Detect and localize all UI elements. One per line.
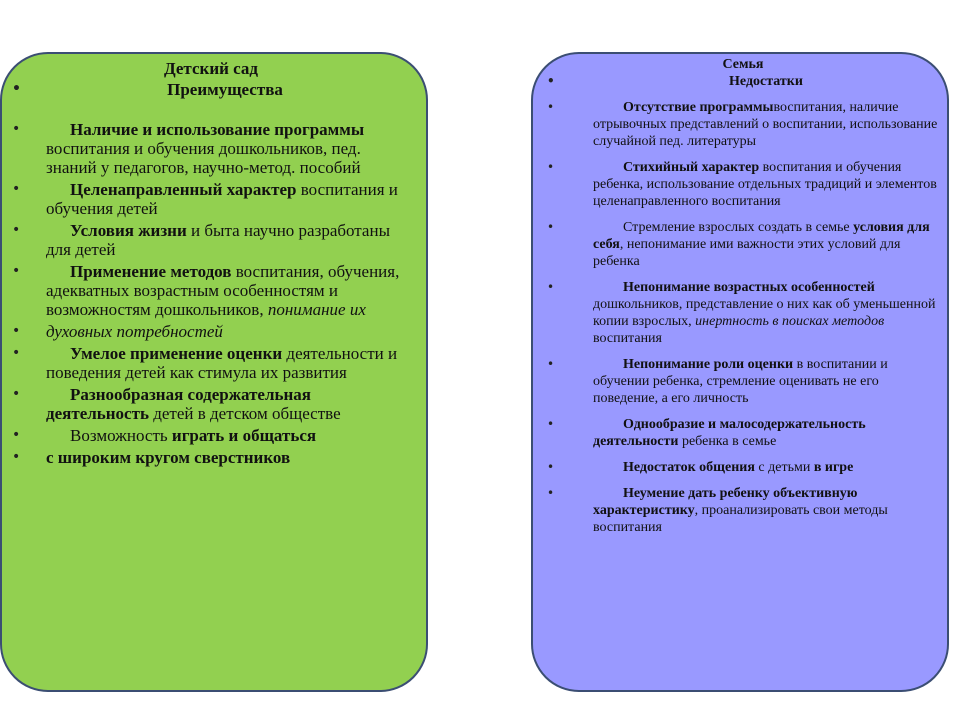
list-item: • Непонимание возрастных особенностей дошкольников, представление о них как об уменьшенной копии взрослых, инертность в поисках методов воспитания <box>547 279 939 347</box>
family-panel <box>531 52 949 692</box>
kindergarten-subtitle: • Преимущества <box>12 80 404 99</box>
list-item: • Применение методов воспитания, обучения, адекватных возрастным особенностям и возможностям дошкольников, понимание их <box>12 262 404 319</box>
family-title: Семья <box>722 57 764 72</box>
list-item: • Целенаправленный характер воспитания и обучения детей <box>12 180 404 218</box>
list-item: • Отсутствие программывоспитания, наличие отрывочных представлений о воспитании, использование случайной пед. литературы <box>547 99 939 150</box>
kindergarten-title: Детский сад <box>163 59 259 78</box>
list-item: • Разнообразная содержательная деятельность детей в детском обществе <box>12 385 404 423</box>
kindergarten-panel <box>0 52 428 692</box>
list-item: • духовных потребностей <box>12 322 404 341</box>
family-list <box>547 73 939 536</box>
list-item: • Неумение дать ребенку объективную характеристику, проанализировать свои методы воспитания <box>547 485 939 536</box>
list-item: • Стихийный характер воспитания и обучения ребенка, использование отдельных традиций и элементов целенаправленного воспитания <box>547 159 939 210</box>
family-subtitle: • Недостатки <box>547 73 939 90</box>
list-item: • Условия жизни и быта научно разработаны для детей <box>12 221 404 259</box>
list-item: • с широким кругом сверстников <box>12 448 404 467</box>
list-item: • Однообразие и малосодержательность деятельности ребенка в семье <box>547 416 939 450</box>
list-item: • Умелое применение оценки деятельности и поведения детей как стимула их развития <box>12 344 404 382</box>
list-item: • Возможность играть и общаться <box>12 426 404 445</box>
list-item: • Непонимание роли оценки в воспитании и обучении ребенка, стремление оценивать не его поведение, а его личность <box>547 356 939 407</box>
kindergarten-list <box>12 80 404 467</box>
list-item: • Стремление взрослых создать в семье условия для себя, непонимание ими важности этих условий для ребенка <box>547 219 939 270</box>
list-item: • Недостаток общения с детьми в игре <box>547 459 939 476</box>
list-item: • Наличие и использование программы воспитания и обучения дошкольников, пед. знаний у педагогов, научно-метод. пособий <box>12 120 404 177</box>
